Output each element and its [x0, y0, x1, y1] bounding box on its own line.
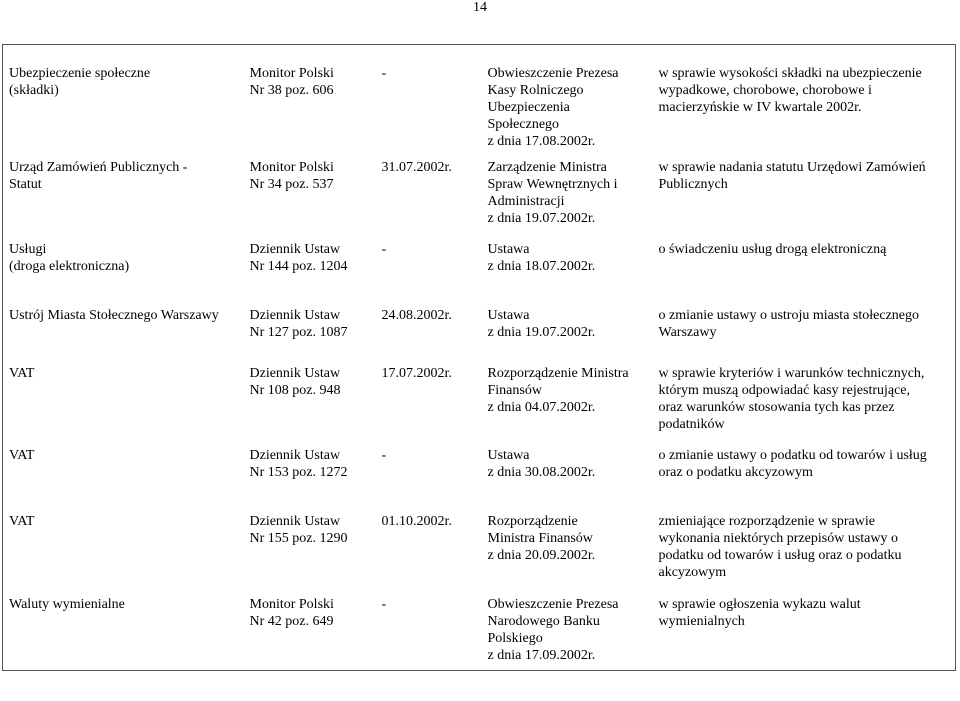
- description-line: macierzyńskie w IV kwartale 2002r.: [658, 100, 862, 115]
- act-cell: [482, 443, 653, 509]
- subject-line: Ustrój Miasta Stołecznego Warszawy: [9, 308, 219, 323]
- description-cell: [653, 592, 956, 671]
- act-line: z dnia 19.07.2002r.: [487, 211, 596, 226]
- act-line: Obwieszczenie Prezesa: [487, 597, 619, 612]
- subject-line: Statut: [9, 177, 42, 192]
- description-line: wypadkowe, chorobowe, chorobowe i: [658, 83, 872, 98]
- subject-cell: [3, 361, 244, 443]
- description-cell: [653, 303, 956, 361]
- description-line: oraz warunków stosowania tych kas przez: [658, 400, 895, 415]
- description-line: zmieniające rozporządzenie w sprawie: [658, 514, 875, 529]
- subject-line: Waluty wymienialne: [9, 597, 125, 612]
- description-line: Warszawy: [658, 325, 717, 340]
- publication-line: Monitor Polski: [249, 66, 334, 81]
- publication-cell: [244, 303, 376, 361]
- publication-line: Dziennik Ustaw: [249, 448, 341, 463]
- description-cell: [653, 361, 956, 443]
- date-cell: 17.07.2002r.: [381, 366, 452, 381]
- publication-line: Monitor Polski: [249, 160, 334, 175]
- act-line: Finansów: [487, 383, 542, 398]
- act-line: z dnia 20.09.2002r.: [487, 548, 596, 563]
- act-cell: [482, 509, 653, 592]
- act-line: Ministra Finansów: [487, 531, 593, 546]
- publication-cell: [244, 592, 376, 671]
- act-line: z dnia 19.07.2002r.: [487, 325, 596, 340]
- act-line: z dnia 30.08.2002r.: [487, 465, 596, 480]
- act-cell: [482, 155, 653, 237]
- publication-line: Nr 127 poz. 1087: [249, 325, 348, 340]
- act-line: Ustawa: [487, 242, 530, 257]
- subject-cell: [3, 303, 244, 361]
- act-line: Ubezpieczenia: [487, 100, 570, 115]
- description-line: w sprawie wysokości składki na ubezpieczenie: [658, 66, 922, 81]
- publication-line: Nr 108 poz. 948: [249, 383, 341, 398]
- description-line: w sprawie kryteriów i warunków technicznych,: [658, 366, 925, 381]
- description-cell: [653, 509, 956, 592]
- publication-cell: [244, 155, 376, 237]
- act-line: Narodowego Banku: [487, 614, 600, 629]
- publication-line: Nr 153 poz. 1272: [249, 465, 348, 480]
- description-cell: [653, 45, 956, 156]
- act-line: Zarządzenie Ministra: [487, 160, 607, 175]
- act-line: Rozporządzenie: [487, 514, 578, 529]
- subject-line: VAT: [9, 448, 35, 463]
- date-cell: 31.07.2002r.: [381, 160, 452, 175]
- subject-line: (składki): [9, 83, 59, 98]
- publication-line: Dziennik Ustaw: [249, 366, 341, 381]
- publication-cell: [244, 237, 376, 303]
- description-line: którym muszą odpowiadać kasy rejestrujące,: [658, 383, 911, 398]
- publication-line: Dziennik Ustaw: [249, 514, 341, 529]
- table-row: [3, 361, 956, 443]
- publication-line: Dziennik Ustaw: [249, 308, 341, 323]
- description-line: o zmianie ustawy o podatku od towarów i usług: [658, 448, 927, 463]
- subject-cell: [3, 443, 244, 509]
- subject-cell: [3, 592, 244, 671]
- act-cell: [482, 361, 653, 443]
- publication-line: Monitor Polski: [249, 597, 334, 612]
- act-line: Społecznego: [487, 117, 560, 132]
- act-line: Rozporządzenie Ministra: [487, 366, 629, 381]
- publication-line: Nr 34 poz. 537: [249, 177, 334, 192]
- publication-line: Nr 144 poz. 1204: [249, 259, 348, 274]
- subject-cell: [3, 237, 244, 303]
- legal-acts-table: [2, 44, 956, 671]
- subject-cell: [3, 45, 244, 156]
- description-line: o świadczeniu usług drogą elektroniczną: [658, 242, 887, 257]
- act-line: Administracji: [487, 194, 565, 209]
- act-line: Kasy Rolniczego: [487, 83, 584, 98]
- description-line: oraz o podatku akcyzowym: [658, 465, 813, 480]
- act-line: Obwieszczenie Prezesa: [487, 66, 619, 81]
- table-row: [3, 509, 956, 592]
- publication-cell: [244, 443, 376, 509]
- act-cell: [482, 45, 653, 156]
- publication-cell: [244, 361, 376, 443]
- act-line: z dnia 04.07.2002r.: [487, 400, 596, 415]
- description-line: akcyzowym: [658, 565, 727, 580]
- subject-line: VAT: [9, 514, 35, 529]
- publication-line: Nr 38 poz. 606: [249, 83, 334, 98]
- subject-line: VAT: [9, 366, 35, 381]
- date-cell: -: [381, 597, 387, 612]
- publication-cell: [244, 45, 376, 156]
- act-line: z dnia 17.08.2002r.: [487, 134, 596, 149]
- act-cell: [482, 592, 653, 671]
- table-row: [3, 155, 956, 237]
- description-line: o zmianie ustawy o ustroju miasta stołecznego: [658, 308, 919, 323]
- date-cell: 24.08.2002r.: [381, 308, 452, 323]
- date-cell: -: [381, 242, 387, 257]
- date-cell: -: [381, 66, 387, 81]
- page-number: 14: [473, 0, 487, 15]
- subject-line: Ubezpieczenie społeczne: [9, 66, 151, 81]
- subject-line: (droga elektroniczna): [9, 259, 130, 274]
- description-line: podatników: [658, 417, 725, 432]
- act-line: z dnia 17.09.2002r.: [487, 648, 596, 663]
- description-cell: [653, 237, 956, 303]
- table-row: [3, 303, 956, 361]
- description-line: w sprawie ogłoszenia wykazu walut: [658, 597, 861, 612]
- act-line: Spraw Wewnętrznych i: [487, 177, 618, 192]
- date-cell: 01.10.2002r.: [381, 514, 452, 529]
- description-line: wykonania niektórych przepisów ustawy o: [658, 531, 898, 546]
- description-line: w sprawie nadania statutu Urzędowi Zamówień: [658, 160, 926, 175]
- table-row: [3, 45, 956, 156]
- publication-cell: [244, 509, 376, 592]
- description-line: wymienialnych: [658, 614, 745, 629]
- act-line: z dnia 18.07.2002r.: [487, 259, 596, 274]
- subject-cell: [3, 509, 244, 592]
- publication-line: Nr 42 poz. 649: [249, 614, 334, 629]
- table-row: [3, 237, 956, 303]
- table-row: [3, 592, 956, 671]
- subject-cell: [3, 155, 244, 237]
- description-line: Publicznych: [658, 177, 728, 192]
- subject-line: Usługi: [9, 242, 47, 257]
- publication-line: Dziennik Ustaw: [249, 242, 341, 257]
- description-cell: [653, 155, 956, 237]
- subject-line: Urząd Zamówień Publicznych -: [9, 160, 188, 175]
- act-cell: [482, 303, 653, 361]
- description-line: podatku od towarów i usług oraz o podatku: [658, 548, 902, 563]
- description-cell: [653, 443, 956, 509]
- act-line: Ustawa: [487, 308, 530, 323]
- publication-line: Nr 155 poz. 1290: [249, 531, 348, 546]
- act-cell: [482, 237, 653, 303]
- act-line: Ustawa: [487, 448, 530, 463]
- table-row: [3, 443, 956, 509]
- act-line: Polskiego: [487, 631, 543, 646]
- date-cell: -: [381, 448, 387, 463]
